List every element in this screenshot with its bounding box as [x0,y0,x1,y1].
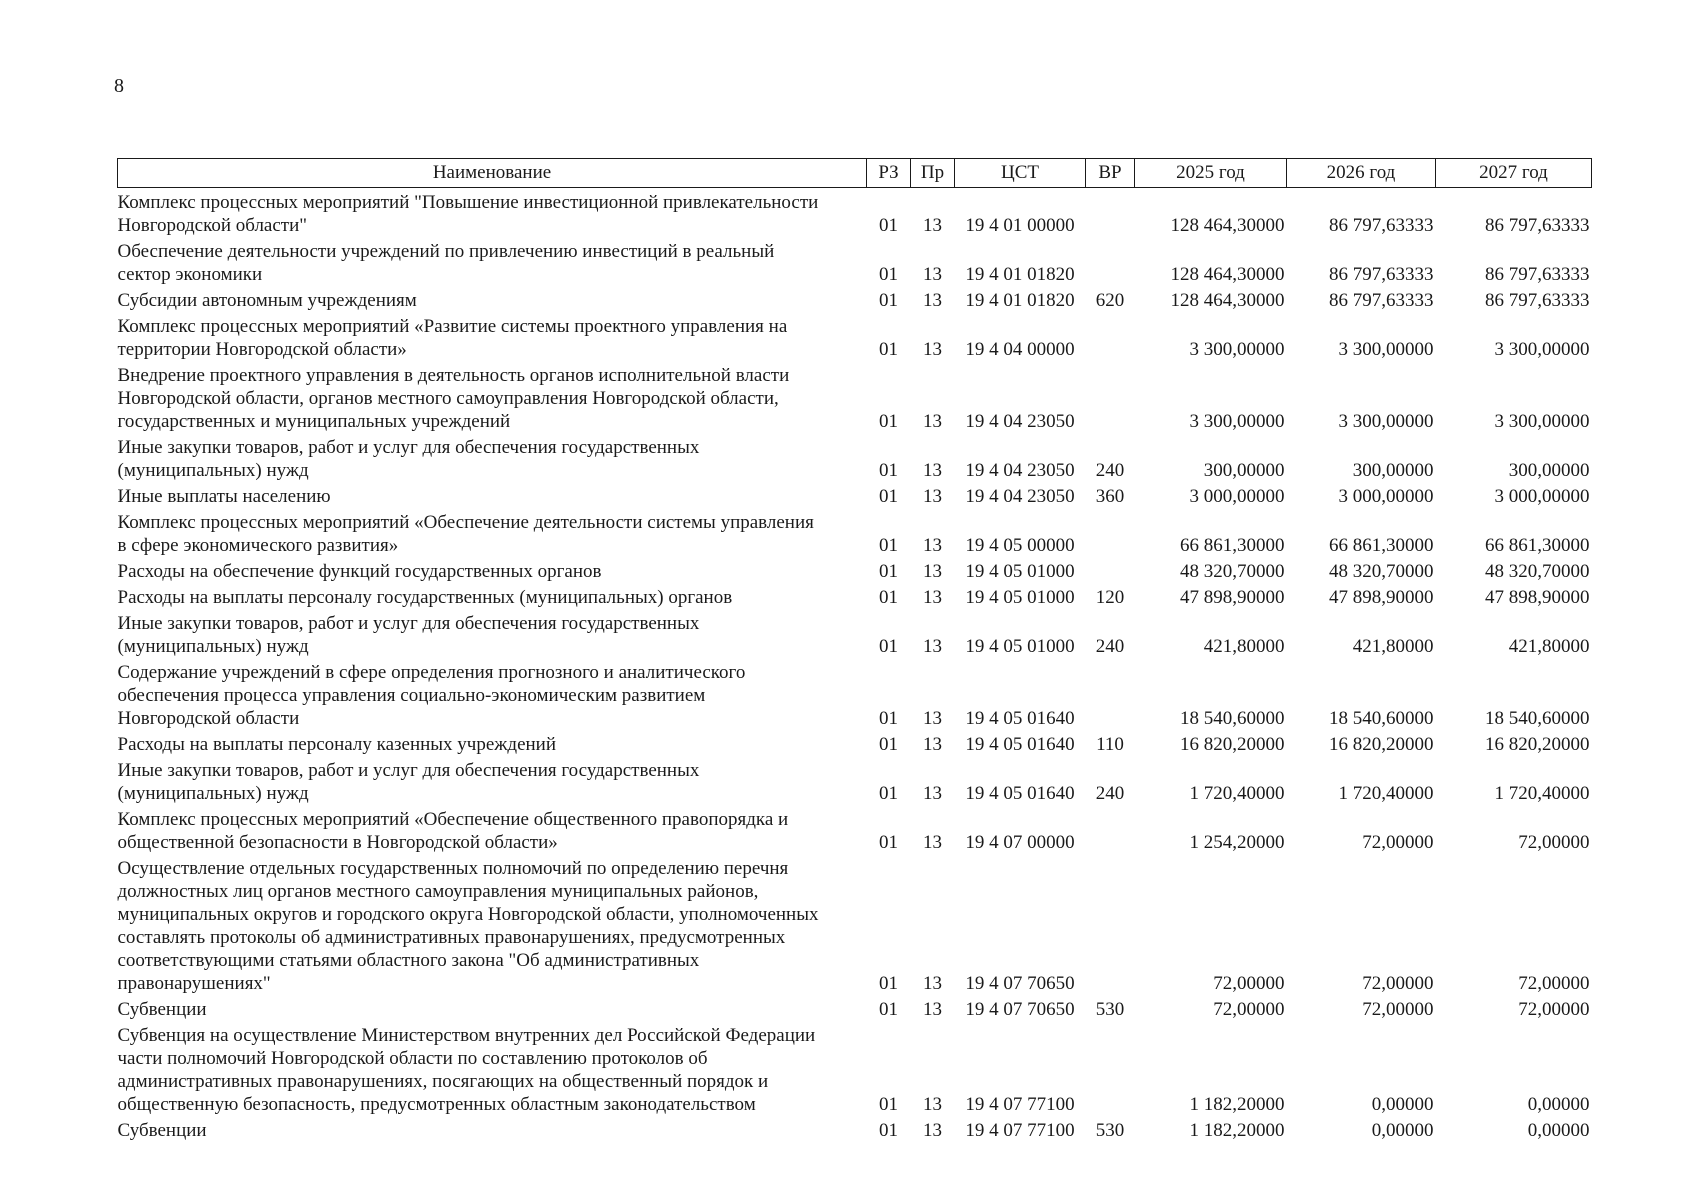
row-cst: 19 4 04 23050 [965,486,1075,507]
row-name-line: Иные выплаты населению [117,486,331,507]
row-pr: 13 [923,636,942,657]
row-name-line: сектор экономики [117,264,263,285]
row-value-2027: 72,00000 [1518,832,1590,853]
row-cst: 19 4 04 23050 [965,460,1075,481]
row-name-line: Иные закупки товаров, работ и услуг для обеспечения государственных [117,613,700,634]
row-name-line: Комплекс процессных мероприятий "Повышение инвестиционной привлекательности [117,192,819,213]
row-pr: 13 [923,411,942,432]
row-pr: 13 [923,460,942,481]
row-value-2025: 128 464,30000 [1170,290,1285,311]
row-value-2025: 16 820,20000 [1180,734,1285,755]
row-value-2025: 1 182,20000 [1189,1094,1285,1115]
row-rz: 01 [879,783,898,804]
row-cst: 19 4 05 01640 [965,783,1075,804]
row-value-2026: 3 300,00000 [1338,411,1434,432]
row-name [118,1116,867,1142]
header-cst: ЦСТ [955,159,1086,188]
row-value-2026: 48 320,70000 [1329,561,1434,582]
row-name [118,1021,867,1116]
row-value-2027: 16 820,20000 [1485,734,1590,755]
table-row [118,609,1592,658]
row-pr: 13 [923,832,942,853]
header-rz: РЗ [867,159,911,188]
row-value-2026: 300,00000 [1352,460,1434,481]
table-row [118,433,1592,482]
row-value-2026: 72,00000 [1362,999,1434,1020]
row-value-2025: 1 720,40000 [1189,783,1285,804]
row-cst: 19 4 07 70650 [965,973,1075,994]
row-name-line: Обеспечение деятельности учреждений по привлечению инвестиций в реальный [117,241,775,262]
row-value-2025: 1 254,20000 [1189,832,1285,853]
row-value-2026: 421,80000 [1352,636,1434,657]
table-header-row [118,159,1592,188]
row-name-line: Осуществление отдельных государственных полномочий по определению перечня [117,858,789,879]
row-value-2027: 86 797,63333 [1485,290,1590,311]
row-name-line: Содержание учреждений в сфере определения прогнозного и аналитического [117,662,746,683]
row-vr [1086,508,1135,557]
row-value-2026: 0,00000 [1371,1120,1434,1141]
row-value-2025: 3 300,00000 [1189,411,1285,432]
row-vr [1086,237,1135,286]
row-rz: 01 [879,535,898,556]
row-vr: 530 [1095,999,1125,1020]
row-name-line: должностных лиц органов местного самоуправления муниципальных районов, [117,881,759,902]
row-vr [1086,312,1135,361]
row-name [118,508,867,557]
row-name-line: (муниципальных) нужд [117,636,309,657]
row-cst: 19 4 01 01820 [965,290,1075,311]
row-name [118,854,867,995]
table-row [118,237,1592,286]
row-name [118,756,867,805]
row-rz: 01 [879,708,898,729]
header-2025: 2025 год [1135,159,1287,188]
table-row [118,286,1592,312]
row-value-2025: 48 320,70000 [1180,561,1285,582]
row-name [118,805,867,854]
row-cst: 19 4 05 01000 [965,636,1075,657]
row-name-line: Новгородской области" [117,215,308,236]
table-row [118,188,1592,238]
table-row [118,658,1592,730]
row-rz: 01 [879,636,898,657]
row-rz: 01 [879,460,898,481]
row-name [118,361,867,433]
table-row [118,1021,1592,1116]
row-value-2026: 86 797,63333 [1329,215,1434,236]
row-vr [1086,361,1135,433]
row-name [118,433,867,482]
row-value-2025: 47 898,90000 [1180,587,1285,608]
row-value-2026: 86 797,63333 [1329,290,1434,311]
row-value-2027: 48 320,70000 [1485,561,1590,582]
row-rz: 01 [879,486,898,507]
row-cst: 19 4 05 01000 [965,587,1075,608]
row-name-line: (муниципальных) нужд [117,460,309,481]
row-pr: 13 [923,973,942,994]
row-name-line: Комплекс процессных мероприятий «Обеспечение деятельности системы управления [117,512,814,533]
row-value-2026: 1 720,40000 [1338,783,1434,804]
row-vr [1086,1021,1135,1116]
row-rz: 01 [879,1120,898,1141]
row-rz: 01 [879,290,898,311]
row-value-2027: 86 797,63333 [1485,215,1590,236]
row-rz: 01 [879,587,898,608]
row-vr [1086,188,1135,238]
row-pr: 13 [923,561,942,582]
table-row [118,854,1592,995]
row-value-2027: 72,00000 [1518,973,1590,994]
row-rz: 01 [879,832,898,853]
row-name-line: Новгородской области, органов местного самоуправления Новгородской области, [117,388,779,409]
row-value-2027: 3 000,00000 [1494,486,1590,507]
row-name-line: Субвенция на осуществление Министерством внутренних дел Российской Федерации [117,1025,816,1046]
row-vr: 360 [1095,486,1125,507]
row-vr: 530 [1095,1120,1125,1141]
row-pr: 13 [923,734,942,755]
row-value-2025: 3 300,00000 [1189,339,1285,360]
row-cst: 19 4 01 00000 [965,215,1075,236]
row-rz: 01 [879,411,898,432]
row-value-2025: 300,00000 [1203,460,1285,481]
row-name-line: Расходы на обеспечение функций государственных органов [117,561,602,582]
row-vr: 120 [1095,587,1125,608]
row-value-2026: 66 861,30000 [1329,535,1434,556]
row-name-line: Субвенции [117,1120,207,1141]
row-name [118,237,867,286]
row-name [118,482,867,508]
row-name-line: территории Новгородской области» [117,339,407,360]
row-value-2027: 47 898,90000 [1485,587,1590,608]
row-cst: 19 4 04 00000 [965,339,1075,360]
row-name [118,286,867,312]
row-rz: 01 [879,264,898,285]
row-value-2026: 0,00000 [1371,1094,1434,1115]
row-value-2026: 18 540,60000 [1329,708,1434,729]
row-value-2027: 1 720,40000 [1494,783,1590,804]
row-name-line: Субсидии автономным учреждениям [117,290,417,311]
row-name-line: в сфере экономического развития» [117,535,399,556]
row-rz: 01 [879,734,898,755]
row-rz: 01 [879,215,898,236]
budget-table [117,158,1592,1142]
row-value-2027: 66 861,30000 [1485,535,1590,556]
header-name: Наименование [118,159,867,188]
row-value-2025: 128 464,30000 [1170,215,1285,236]
row-vr: 620 [1095,290,1125,311]
row-name-line: Расходы на выплаты персоналу государственных (муниципальных) органов [117,587,733,608]
row-pr: 13 [923,999,942,1020]
row-name-line: Расходы на выплаты персоналу казенных учреждений [117,734,557,755]
row-value-2026: 16 820,20000 [1329,734,1434,755]
row-name-line: Иные закупки товаров, работ и услуг для обеспечения государственных [117,760,700,781]
row-pr: 13 [923,1094,942,1115]
row-name-line: Внедрение проектного управления в деятельность органов исполнительной власти [117,365,790,386]
row-name-line: административных правонарушениях, посягающих на общественный порядок и [117,1071,769,1092]
row-name-line: государственных и муниципальных учреждений [117,411,511,432]
row-cst: 19 4 05 01000 [965,561,1075,582]
table-row [118,482,1592,508]
table-body [118,188,1592,1143]
row-value-2027: 86 797,63333 [1485,264,1590,285]
row-pr: 13 [923,535,942,556]
row-pr: 13 [923,1120,942,1141]
row-vr: 110 [1096,734,1124,755]
table-row [118,730,1592,756]
row-vr: 240 [1095,783,1125,804]
row-cst: 19 4 01 01820 [965,264,1075,285]
row-vr [1086,854,1135,995]
row-vr: 240 [1095,460,1125,481]
row-value-2026: 47 898,90000 [1329,587,1434,608]
row-value-2025: 72,00000 [1213,999,1285,1020]
row-pr: 13 [923,486,942,507]
row-value-2025: 421,80000 [1203,636,1285,657]
row-rz: 01 [879,973,898,994]
table-row [118,756,1592,805]
row-value-2025: 3 000,00000 [1189,486,1285,507]
table-row [118,312,1592,361]
row-name-line: части полномочий Новгородской области по составлению протоколов об [117,1048,708,1069]
row-name-line: правонарушениях" [117,973,271,994]
row-name [118,557,867,583]
row-name-line: составлять протоколы об административных правонарушениях, предусмотренных [117,927,786,948]
table-row [118,805,1592,854]
row-name [118,658,867,730]
table-row [118,1116,1592,1142]
row-vr [1086,805,1135,854]
row-name [118,995,867,1021]
row-cst: 19 4 05 00000 [965,535,1075,556]
row-name-line: Новгородской области [117,708,300,729]
row-value-2027: 0,00000 [1527,1120,1590,1141]
row-pr: 13 [923,215,942,236]
row-cst: 19 4 04 23050 [965,411,1075,432]
row-cst: 19 4 05 01640 [965,708,1075,729]
row-name [118,188,867,238]
header-vr: ВР [1086,159,1135,188]
row-value-2025: 128 464,30000 [1170,264,1285,285]
row-vr [1086,658,1135,730]
row-cst: 19 4 07 00000 [965,832,1075,853]
table-row [118,583,1592,609]
row-value-2025: 18 540,60000 [1180,708,1285,729]
row-name-line: Иные закупки товаров, работ и услуг для обеспечения государственных [117,437,700,458]
row-value-2025: 66 861,30000 [1180,535,1285,556]
header-pr: Пр [911,159,955,188]
row-value-2026: 3 300,00000 [1338,339,1434,360]
row-name-line: обеспечения процесса управления социально-экономическим развитием [117,685,706,706]
row-name-line: Комплекс процессных мероприятий «Обеспечение общественного правопорядка и [117,809,789,830]
row-name [118,583,867,609]
table-row [118,557,1592,583]
row-value-2027: 3 300,00000 [1494,411,1590,432]
row-name-line: соответствующими статьями областного закона "Об административных [117,950,700,971]
row-value-2027: 18 540,60000 [1485,708,1590,729]
header-2027: 2027 год [1436,159,1592,188]
row-name-line: общественной безопасности в Новгородской области» [117,832,558,853]
row-value-2026: 3 000,00000 [1338,486,1434,507]
row-value-2027: 421,80000 [1508,636,1590,657]
row-name [118,609,867,658]
row-pr: 13 [923,264,942,285]
row-rz: 01 [879,561,898,582]
row-value-2027: 300,00000 [1508,460,1590,481]
row-cst: 19 4 07 77100 [965,1120,1075,1141]
row-pr: 13 [923,339,942,360]
row-value-2025: 72,00000 [1213,973,1285,994]
row-name-line: Субвенции [117,999,207,1020]
table-row [118,361,1592,433]
row-pr: 13 [923,290,942,311]
row-cst: 19 4 07 77100 [965,1094,1075,1115]
row-value-2026: 72,00000 [1362,973,1434,994]
row-name [118,730,867,756]
table-row [118,508,1592,557]
row-name-line: общественную безопасность, предусмотренных областным законодательством [117,1094,756,1115]
table-row [118,995,1592,1021]
row-pr: 13 [923,587,942,608]
row-value-2027: 0,00000 [1527,1094,1590,1115]
row-pr: 13 [923,783,942,804]
row-value-2027: 3 300,00000 [1494,339,1590,360]
row-pr: 13 [923,708,942,729]
row-cst: 19 4 05 01640 [965,734,1075,755]
row-name-line: (муниципальных) нужд [117,783,309,804]
row-value-2026: 72,00000 [1362,832,1434,853]
page-number: 8 [114,75,124,97]
row-rz: 01 [879,339,898,360]
row-name [118,312,867,361]
header-2026: 2026 год [1287,159,1436,188]
row-vr [1086,557,1135,583]
row-rz: 01 [879,1094,898,1115]
row-cst: 19 4 07 70650 [965,999,1075,1020]
row-rz: 01 [879,999,898,1020]
row-vr: 240 [1095,636,1125,657]
row-value-2025: 1 182,20000 [1189,1120,1285,1141]
row-name-line: муниципальных округов и городского округа Новгородской области, уполномоченных [117,904,819,925]
row-value-2027: 72,00000 [1518,999,1590,1020]
row-name-line: Комплекс процессных мероприятий «Развитие системы проектного управления на [117,316,788,337]
row-value-2026: 86 797,63333 [1329,264,1434,285]
